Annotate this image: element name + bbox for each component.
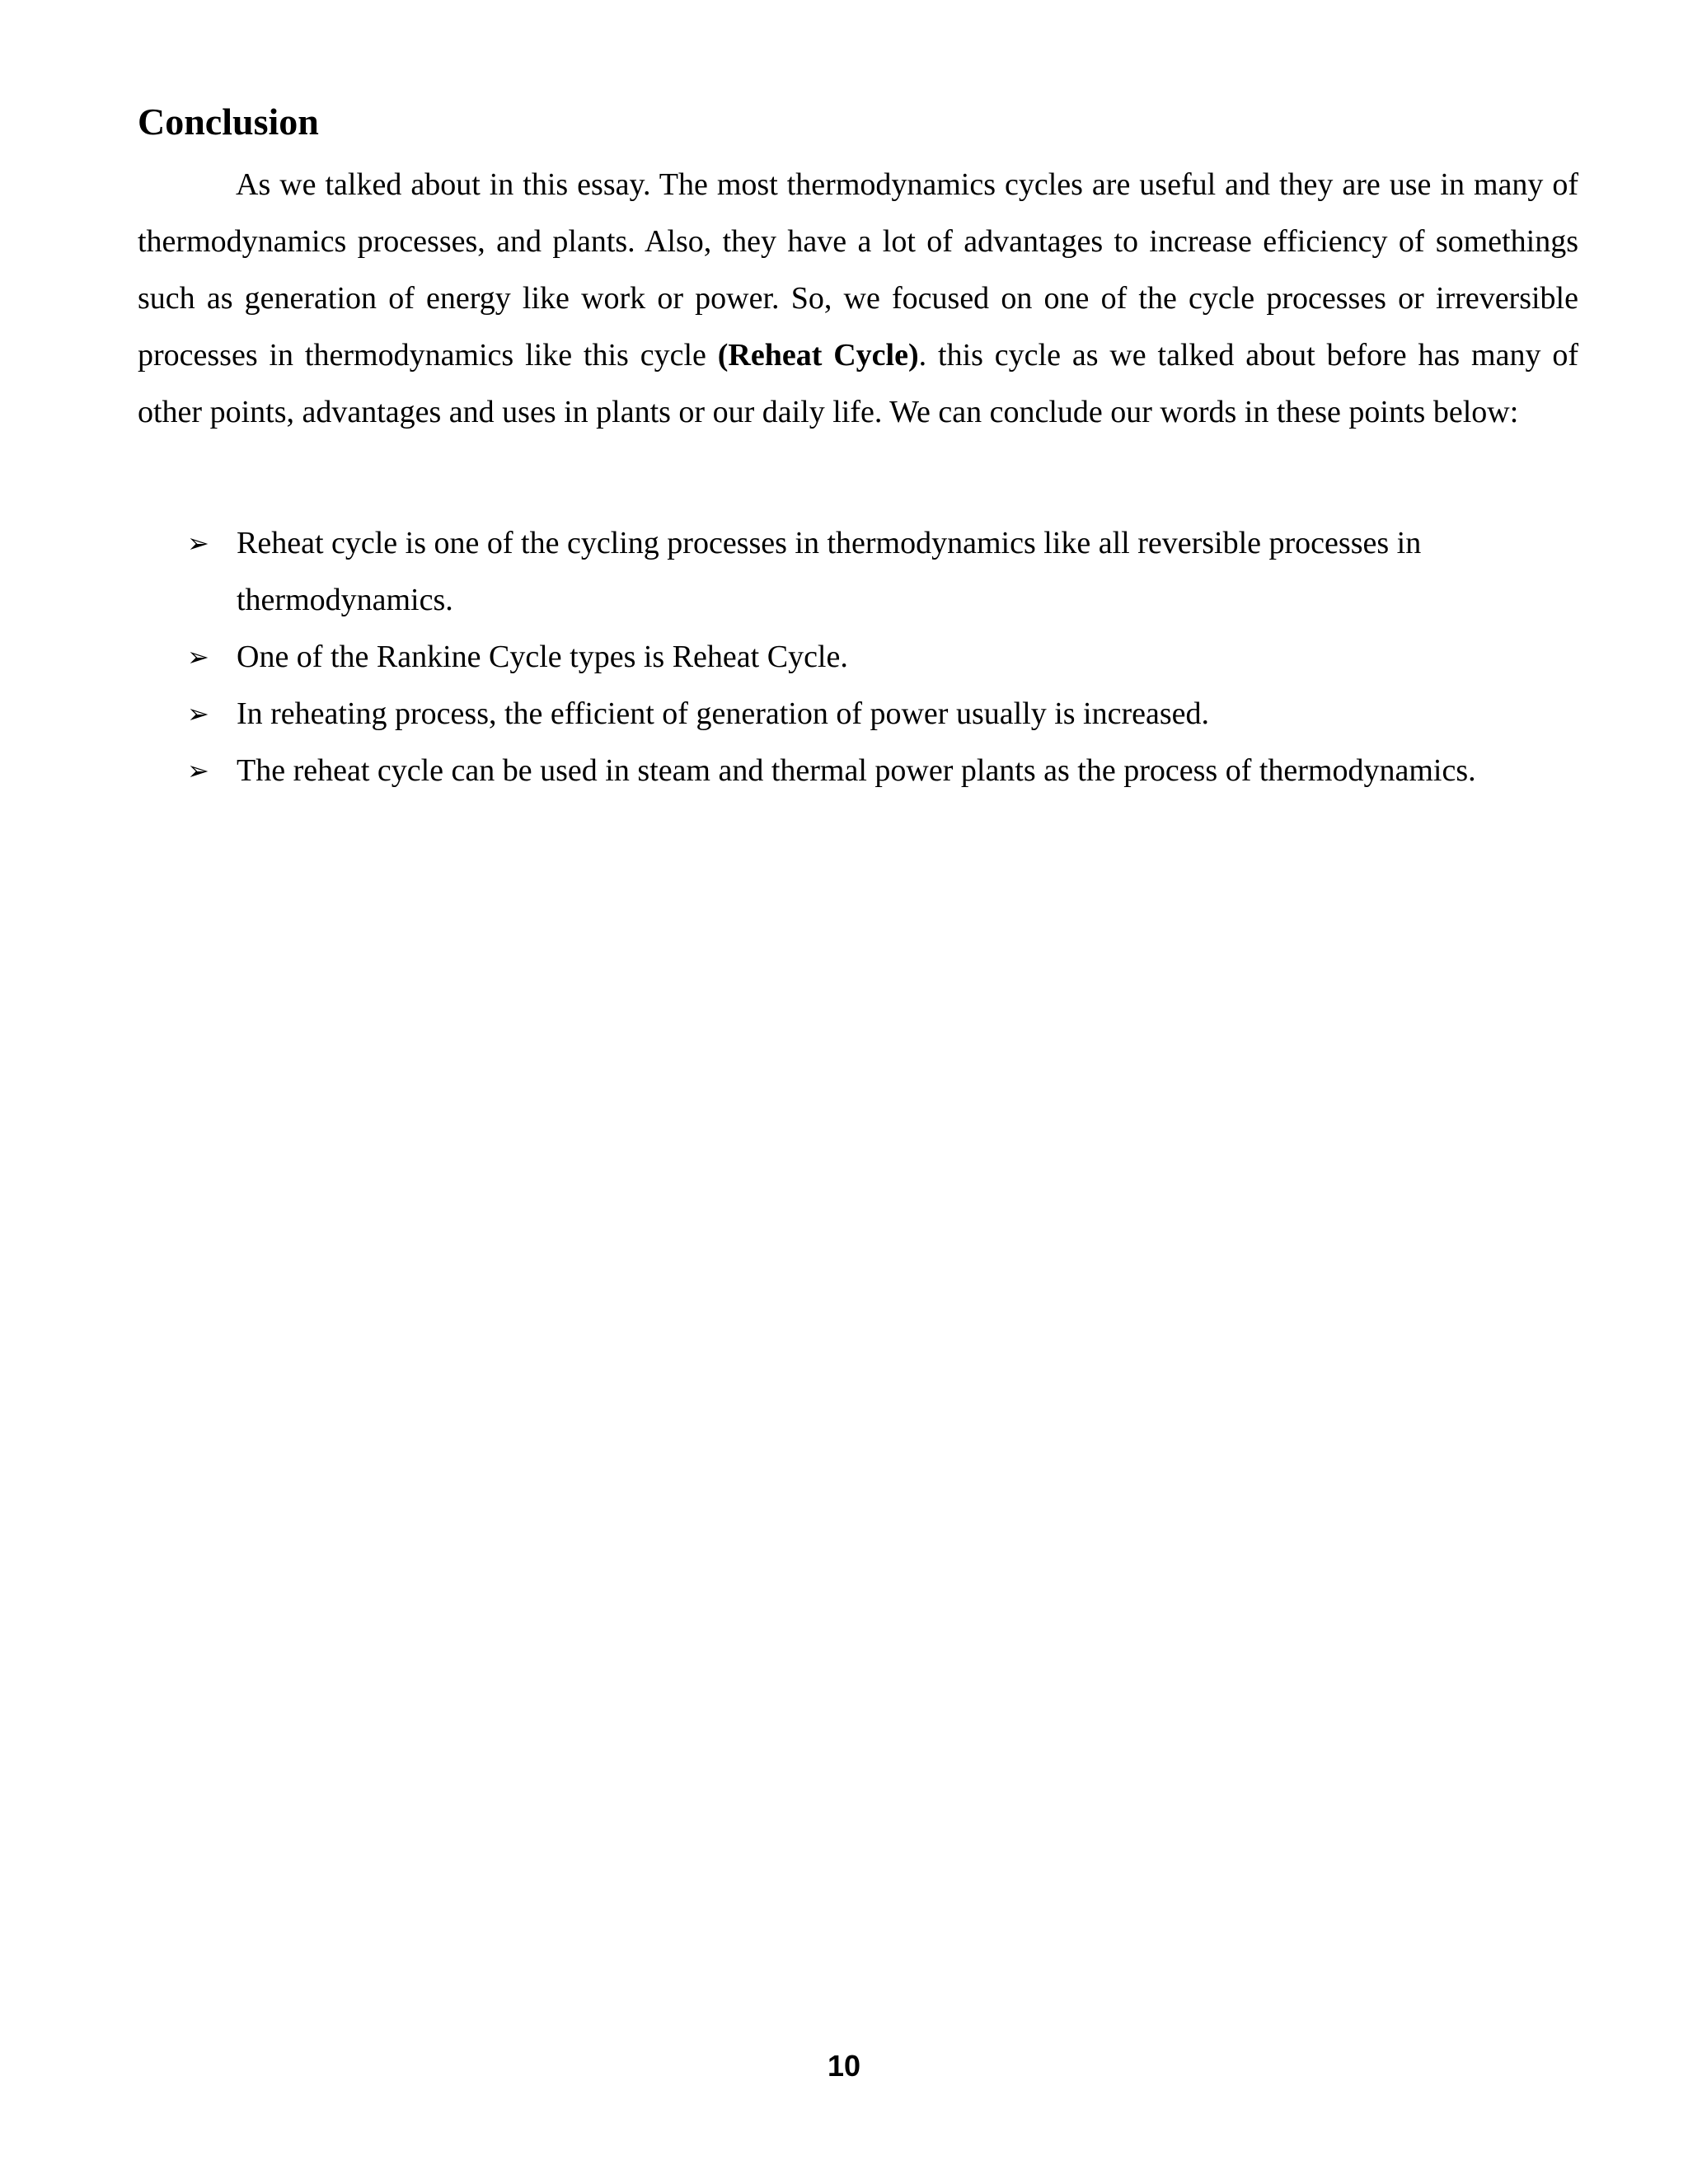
list-item-text: In reheating process, the efficient of generation of power usually is increased. xyxy=(237,696,1210,731)
paragraph-text-end: . this cycle as we talked about before has many of other points, advantages and uses in plants or our daily life. We can conclude our words in these points below: xyxy=(138,338,1578,429)
list-item xyxy=(187,629,1580,686)
conclusion-bullet-list xyxy=(187,515,1580,799)
list-item-text: One of the Rankine Cycle types is Reheat Cycle. xyxy=(237,640,848,674)
arrowhead-bullet-icon: ➢ xyxy=(187,698,209,729)
arrowhead-bullet-icon: ➢ xyxy=(187,641,209,673)
paragraph-text-start: As we talked about in this essay. The most thermodynamics cycles are useful and they are use in many of thermodynamics processes, and plants. Also, they have a lot of advantages to increase efficiency of somethings such as generation of energy like work or power. So, we focused on one of the cycle processes or irreversible processes in thermodynamics like this cycle xyxy=(138,167,1578,373)
page-number: 10 xyxy=(827,2049,861,2083)
list-item-text: The reheat cycle can be used in steam and thermal power plants as the process of thermodynamics. xyxy=(237,753,1476,788)
arrowhead-bullet-icon: ➢ xyxy=(187,527,209,559)
arrowhead-bullet-icon: ➢ xyxy=(187,755,209,786)
list-item xyxy=(187,515,1580,629)
conclusion-paragraph xyxy=(138,157,1578,441)
list-item xyxy=(187,743,1580,799)
list-item xyxy=(187,686,1580,743)
paragraph-bold-term: (Reheat Cycle) xyxy=(717,338,919,373)
section-heading: Conclusion xyxy=(138,101,319,143)
list-item-text: Reheat cycle is one of the cycling processes in thermodynamics like all reversible processes in thermodynamics. xyxy=(237,526,1422,617)
